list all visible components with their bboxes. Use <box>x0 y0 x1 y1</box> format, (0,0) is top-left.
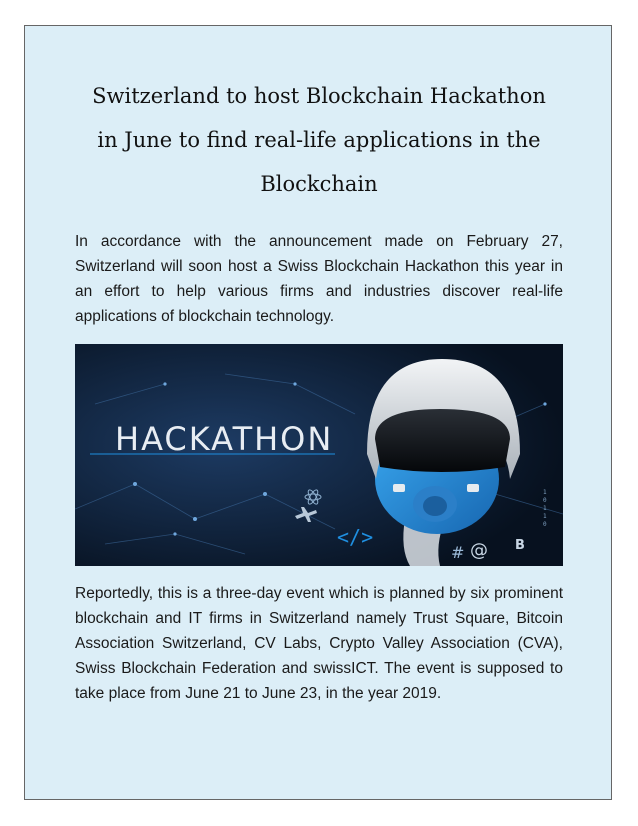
details-paragraph: Reportedly, this is a three-day event which is planned by six prominent blockchain and IT firms in Switzerland namely Trust Square, Bitcoin Association Switzerland, CV Labs, Crypto Valley Association (CVA), Swiss Blockchain Federation and swissICT. The event is supposed to take place from June 21 to June 23, in the year 2019. <box>75 585 563 702</box>
bitcoin-icon: B <box>515 538 525 553</box>
at-icon: @ <box>470 540 488 561</box>
code-icon: </> <box>337 525 374 549</box>
svg-text:1: 1 <box>543 505 547 512</box>
svg-text:0: 0 <box>543 521 547 528</box>
hackathon-image <box>75 344 563 566</box>
binary-column <box>543 489 547 528</box>
svg-text:1: 1 <box>543 513 547 520</box>
title-line-3: Blockchain <box>260 172 378 196</box>
title-line-2: in June to find real-life applications in the <box>97 128 541 152</box>
svg-text:1: 1 <box>543 489 547 496</box>
intro-paragraph: In accordance with the announcement made on February 27, Switzerland will soon host a Swiss Blockchain Hackathon this year in an effort to help various firms and industries discover real-life applications of blockchain technology. <box>75 233 563 325</box>
hash-icon: # <box>451 543 465 562</box>
hackathon-illustration <box>75 344 563 566</box>
article-title <box>40 74 598 206</box>
svg-text:0: 0 <box>543 497 547 504</box>
helmet-visor <box>375 409 510 472</box>
hackathon-headline: HACKATHON <box>115 420 334 458</box>
title-line-1: Switzerland to host Blockchain Hackathon <box>92 84 546 108</box>
